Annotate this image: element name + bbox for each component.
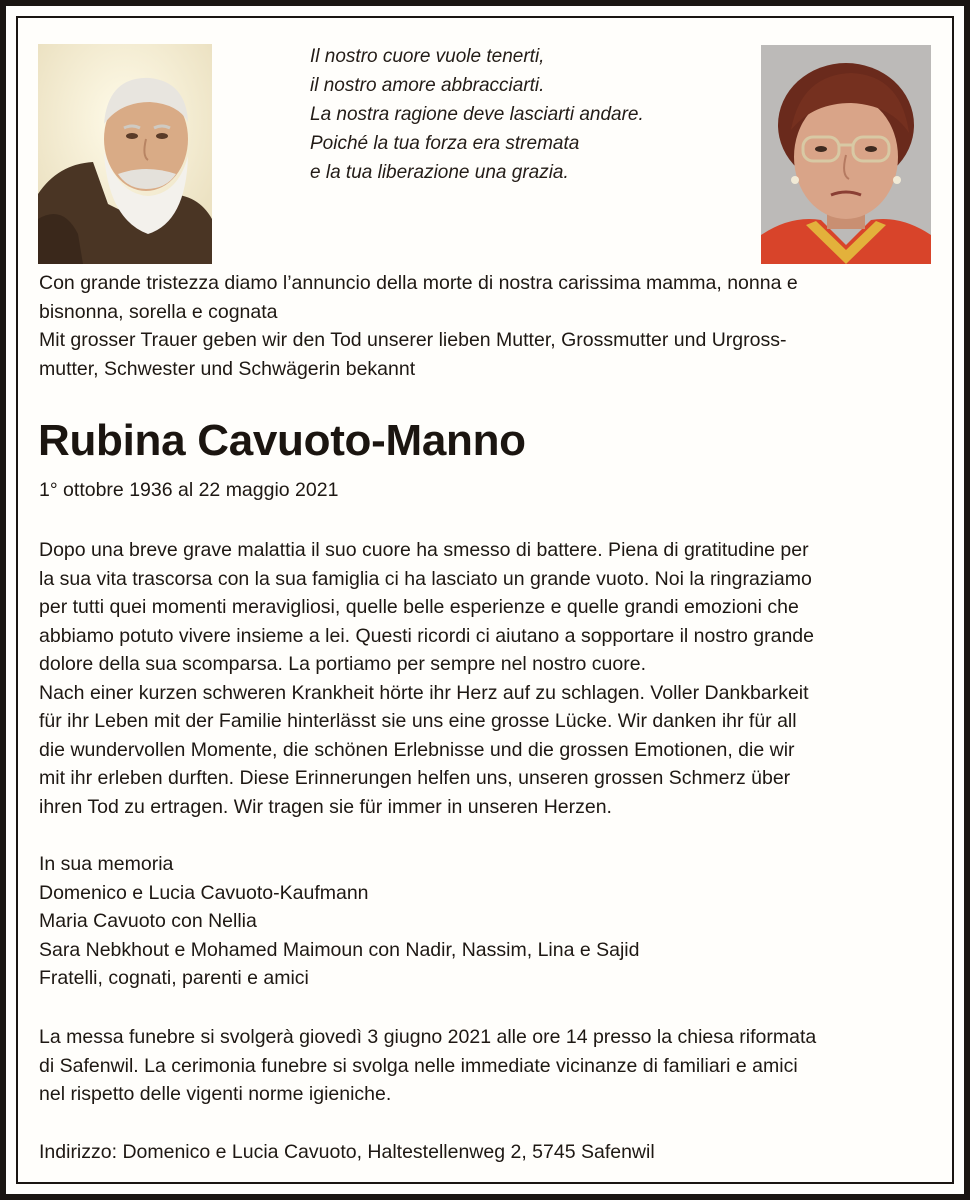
body-italian-line: la sua vita trascorsa con la sua famiglia ci ha lasciato un grande vuoto. Noi la ringraziamo [39, 567, 812, 590]
poem-line: Il nostro cuore vuole tenerti, [310, 46, 545, 67]
body-italian-line: abbiamo potuto vivere insieme a lei. Questi ricordi ci aiutano a sopportare il nostro grande [39, 624, 815, 647]
mourner-entry: Maria Cavuoto con Nellia [39, 910, 257, 932]
mourner-entry: Sara Nebkhout e Mohamed Maimoun con Nadir, Nassim, Lina e Sajid [39, 938, 640, 961]
body-italian-line: Dopo una breve grave malattia il suo cuore ha smesso di battere. Piena di gratitudine per [39, 539, 809, 561]
mourners-list [39, 850, 934, 993]
announcement-german-line: mutter, Schwester und Schwägerin bekannt [39, 357, 416, 380]
poem-line: La nostra ragione deve lasciarti andare. [310, 104, 644, 125]
body-italian-line: per tutti quei momenti meravigliosi, quelle belle esperienze e quelle grandi emozioni che [39, 596, 799, 618]
announcement-italian-line: bisnonna, sorella e cognata [39, 300, 278, 323]
mourner-entry: Fratelli, cognati, parenti e amici [39, 967, 309, 989]
funeral-line: nel rispetto delle vigenti norme igieniche. [39, 1083, 392, 1105]
funeral-info [39, 1023, 934, 1109]
body-german-line: für ihr Leben mit der Familie hinterlässt sie uns eine grosse Lücke. Wir danken ihr für all [39, 710, 797, 732]
poem [310, 42, 644, 187]
body-german-line: mit ihr erleben durften. Diese Erinnerungen helfen uns, unseren grossen Schmerz über [39, 767, 791, 789]
body-german-line: Nach einer kurzen schweren Krankheit hörte ihr Herz auf zu schlagen. Voller Dankbarkeit [39, 681, 809, 704]
mourners-heading: In sua memoria [39, 853, 174, 875]
body-german-line: ihren Tod zu ertragen. Wir tragen sie für immer in unseren Herzen. [39, 795, 612, 818]
funeral-line: La messa funebre si svolgerà giovedì 3 giugno 2021 alle ore 14 presso la chiesa riformata [39, 1026, 817, 1048]
announcement-italian-line: Con grande tristezza diamo l’annuncio della morte di nostra carissima mamma, nonna e [39, 272, 798, 294]
deceased-portrait-image [761, 45, 931, 264]
announcement-german-line: Mit grosser Trauer geben wir den Tod unserer lieben Mutter, Grossmutter und Urgross- [39, 329, 787, 351]
poem-line: Poiché la tua forza era stremata [310, 133, 580, 154]
poem-line: e la tua liberazione una grazia. [310, 162, 569, 183]
deceased-name: Rubina Cavuoto-Manno [38, 416, 526, 465]
address-line: Indirizzo: Domenico e Lucia Cavuoto, Haltestellenweg 2, 5745 Safenwil [39, 1141, 655, 1163]
saint-portrait-image [38, 44, 212, 264]
life-dates: 1° ottobre 1936 al 22 maggio 2021 [39, 479, 339, 501]
address-block [39, 1138, 934, 1167]
poem-line: il nostro amore abbracciarti. [310, 75, 545, 96]
body-german-line: die wundervollen Momente, die schönen Erlebnisse und die grossen Emotionen, die wir [39, 738, 795, 761]
announcement [39, 269, 934, 383]
funeral-line: di Safenwil. La cerimonia funebre si svolga nelle immediate vicinanze di familiari e amici [39, 1054, 798, 1077]
body-text [39, 536, 934, 821]
mourner-entry: Domenico e Lucia Cavuoto-Kaufmann [39, 881, 369, 904]
body-italian-line: dolore della sua scomparsa. La portiamo per sempre nel nostro cuore. [39, 653, 646, 675]
